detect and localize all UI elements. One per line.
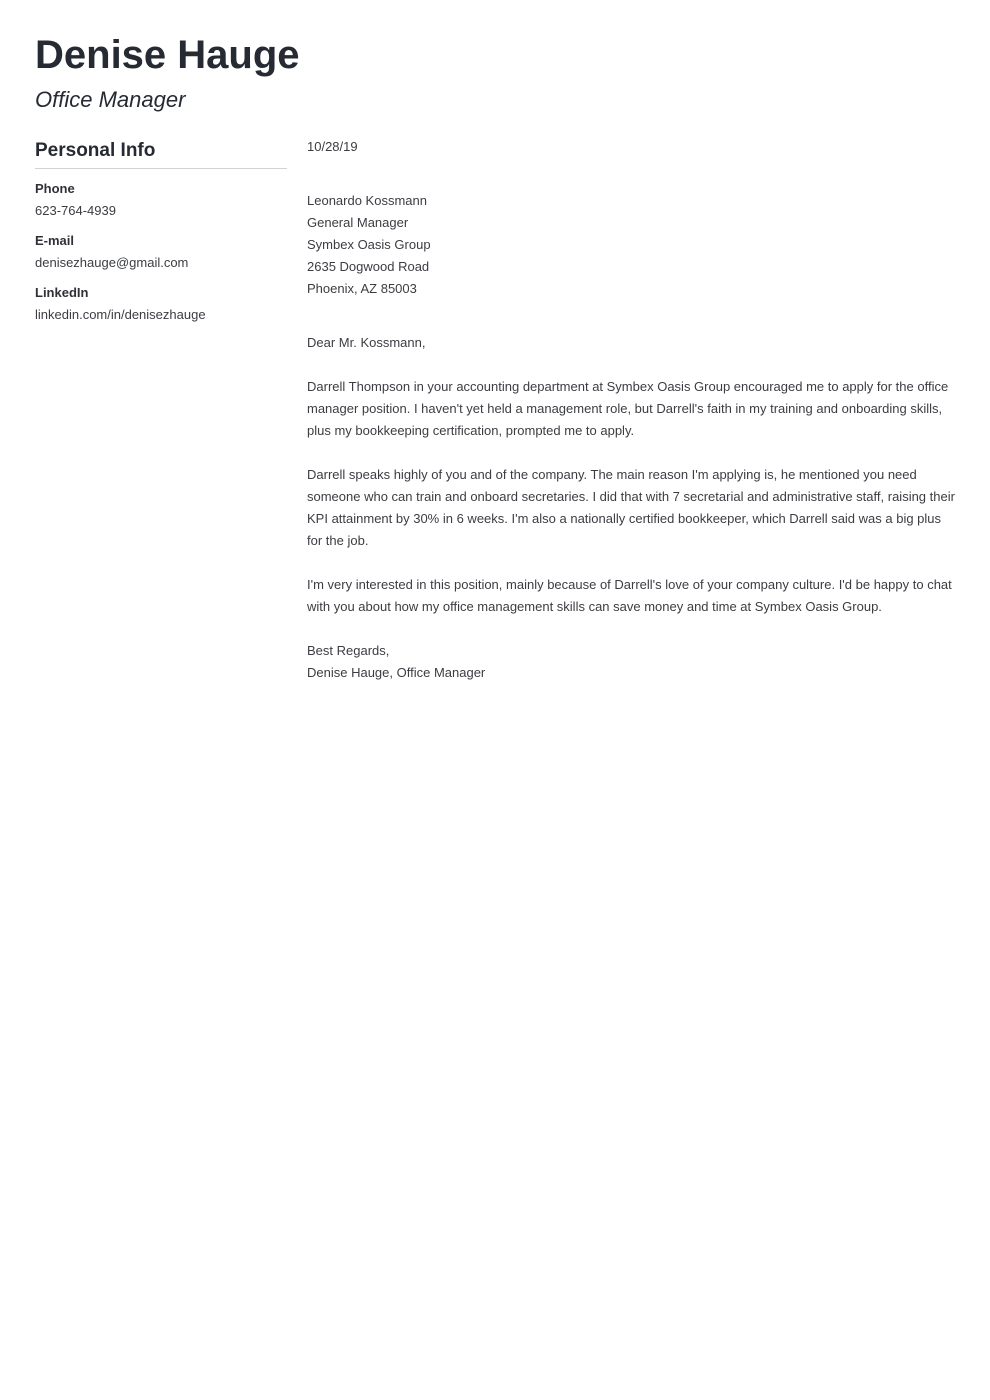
- paragraph-2: Darrell speaks highly of you and of the company. The main reason I'm applying is, he mentioned you need someone who can train and onboard secretaries. I did that with 7 secretarial and administrative staff, raising their KPI attainment by 30% in 6 weeks. I'm also a nationally certified bookkeeper, which Darrell said was a big plus for the job.: [307, 467, 955, 548]
- recipient-city: Phoenix, AZ 85003: [307, 281, 417, 296]
- recipient-position: General Manager: [307, 215, 409, 230]
- phone-value: 623-764-4939: [35, 203, 116, 218]
- spacer: [307, 354, 957, 376]
- signature: Denise Hauge, Office Manager: [307, 665, 486, 680]
- spacer: [307, 442, 957, 464]
- recipient-name: Leonardo Kossmann: [307, 193, 427, 208]
- paragraph-1: Darrell Thompson in your accounting department at Symbex Oasis Group encouraged me to apply for the office manager position. I haven't yet held a management role, but Darrell's faith in my training and onboarding skills, plus my bookkeeping certification, prompted me to apply.: [307, 379, 949, 438]
- letter-date: 10/28/19: [307, 139, 358, 154]
- recipient-company: Symbex Oasis Group: [307, 237, 431, 252]
- salutation: Dear Mr. Kossmann,: [307, 335, 426, 350]
- recipient-block: [307, 190, 957, 300]
- personal-info-sidebar: [35, 138, 287, 324]
- spacer: [307, 300, 957, 332]
- applicant-title: Office Manager: [35, 87, 186, 112]
- closing: Best Regards,: [307, 643, 390, 658]
- linkedin-value: linkedin.com/in/denisezhauge: [35, 307, 206, 322]
- phone-label: Phone: [35, 181, 75, 196]
- spacer: [307, 552, 957, 574]
- letter-body: [307, 136, 957, 684]
- spacer: [307, 158, 957, 190]
- email-value: denisezhauge@gmail.com: [35, 255, 189, 270]
- applicant-name: Denise Hauge: [35, 33, 300, 77]
- header: [35, 30, 300, 114]
- paragraph-3: I'm very interested in this position, mainly because of Darrell's love of your company culture. I'd be happy to chat with you about how my office management skills can save money and time at Symbex Oasis Group.: [307, 577, 952, 614]
- recipient-street: 2635 Dogwood Road: [307, 259, 430, 274]
- email-label: E-mail: [35, 233, 75, 248]
- linkedin-label: LinkedIn: [35, 285, 89, 300]
- personal-info-heading: Personal Info: [35, 138, 287, 169]
- spacer: [307, 618, 957, 640]
